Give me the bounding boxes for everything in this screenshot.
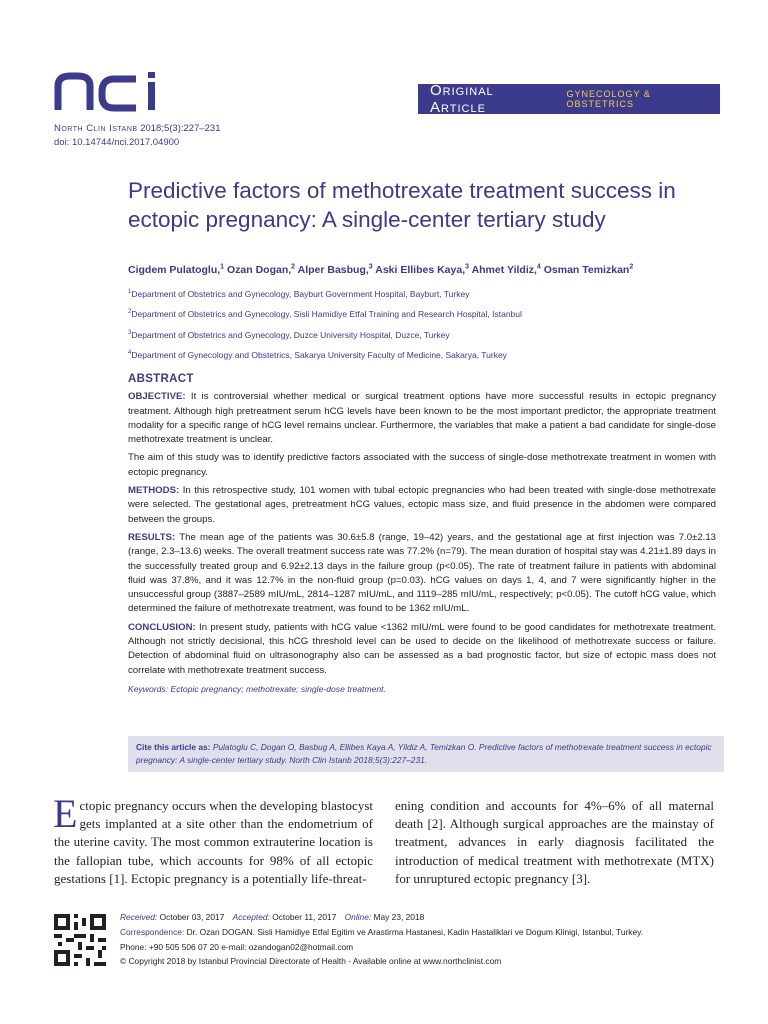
abstract-results: RESULTS: The mean age of the patients was 30.6±5.8 (range, 19–42) years, and the gestational age at first injection was 7.0±2.13 (range, 2.3–13.6) weeks. The overall treatment success rate was 77.2% (n=79). The mean duration of hospital stay was 4.21±1.89 days in the successfully treated group and 6.92±2.13 days in the failure group (p<0.05). The rate of treatment failure in patients with abdominal fluid was 37.8%, and it was 12.7% in the non-fluid group (p=0.03). hCG values on days 1, 4, and 7 were significantly higher in the unsuccessful group (3887–2589 mIU/mL, 2814–1287 mIU/mL, and 1119–285 mIU/mL, respectively; p<0.05). The cutoff hCG value, which determined the failure of methotrexate treatment, was found to be 1362 mIU/mL.: [128, 531, 716, 615]
abstract-methods: METHODS: In this retrospective study, 101 women with tubal ectopic pregnancies who had been treated with single-dose methotrexate were selected. The gestational ages, pretreatment hCG values, ectopic mass size, and fluid presence in the abdomen were compared between the groups.: [128, 485, 716, 525]
affiliation: $^3$Department of Obstetrics and Gynecology, Duzce University Hospital, Duzce, Turkey: [128, 329, 450, 340]
qr-code-icon[interactable]: [54, 914, 106, 966]
author: Alper Basbug,$^3$: [297, 263, 373, 276]
body-column-1: Ectopic pregnancy occurs when the developing blastocyst gets implanted at a site other than the endometrium of the uterine cavity. The most common extrauterine location is the fallopian tube, which accounts for 98% of all ectopic gestations [1]. Ectopic pregnancy is a potentially life-threat-: [53, 791, 373, 886]
article-footer: [120, 910, 720, 969]
doi[interactable]: doi: 10.14744/nci.2017.04900: [54, 137, 180, 148]
journal-name: North Clin Istanb: [54, 123, 138, 134]
journal-citation: 2018;5(3):227–231: [140, 123, 221, 134]
keywords: Keywords: Ectopic pregnancy; methotrexate; single-dose treatment.: [128, 683, 386, 694]
copyright: © Copyright 2018 by Istanbul Provincial Directorate of Health - Available online at www.northclinist.com: [120, 956, 502, 967]
cite-box: [128, 736, 724, 772]
contact-line: Phone: +90 505 506 07 20 e-mail: ozandogan02@hotmail.com: [120, 941, 354, 952]
author-list: [128, 263, 633, 276]
body-column-2: ening condition and accounts for 4%–6% of all maternal death [2]. Although surgical approaches are the mainstay of treatment, advances in early diagnosis facilitated the introduction of medical treatment with methotrexate (MTX) for unruptured ectopic pregnancy [3].: [395, 798, 714, 886]
abstract: [128, 372, 716, 696]
author: Osman Temizkan$^2$: [543, 263, 634, 276]
abstract-heading: ABSTRACT: [128, 373, 194, 385]
correspondence: Correspondence: Dr. Ozan DOGAN. Sisli Hamidiye Etfal Egitim ve Arastirma Hastanesi, Kadin Hastaliklari ve Dogum Klinigi, Istanbul, Turkey.: [120, 926, 644, 937]
cite-label: Cite this article as:: [136, 742, 211, 752]
nci-logo-icon: [54, 72, 164, 112]
affiliation: $^1$Department of Obstetrics and Gynecology, Bayburt Government Hospital, Bayburt, Turkey: [128, 288, 470, 299]
author: Cigdem Pulatoglu,$^1$: [128, 263, 225, 276]
body-text: [53, 791, 714, 888]
journal-info: [54, 122, 221, 150]
abstract-aim: The aim of this study was to identify predictive factors associated with the success of single-dose methotrexate treatment in women with ectopic pregnancy.: [128, 452, 716, 478]
journal-logo: [54, 72, 164, 117]
cite-text: Pulatoglu C, Dogan O, Basbug A, Ellibes Kaya A, Yildiz A, Temizkan O. Predictive factors of methotrexate treatment success in ectopic pregnancy: A single-center tertiary study. North Clin Istanb 2018;5(3):227–231.: [136, 742, 712, 765]
affiliation-list: [128, 283, 522, 364]
article-type-bar: [418, 84, 720, 114]
article-section: GYNECOLOGY & OBSTETRICS: [566, 89, 651, 109]
abstract-conclusion: CONCLUSION: In present study, patients with hCG value <1362 mIU/mL were found to be good candidates for methotrexate treatment. Although not strictly decisional, this hCG threshold level can be used to decide on the likelihood of methotrexate success or failure. Detection of abdominal fluid on ultrasonography also can be assessed as a bad prognostic factor, but size of ectopic mass does not correlate with methotrexate treatment success.: [128, 621, 716, 676]
author: Ahmet Yildiz,$^4$: [471, 263, 541, 276]
article-type: Original Article: [430, 82, 494, 116]
article-title: Predictive factors of methotrexate treatment success in ectopic pregnancy: A single-center tertiary study: [128, 178, 676, 232]
drop-cap: E: [53, 791, 78, 836]
affiliation: $^4$Department of Gynecology and Obstetrics, Sakarya University Faculty of Medicine, Sakarya, Turkey: [128, 349, 507, 360]
author: Ozan Dogan,$^2$: [227, 263, 296, 276]
author: Aski Ellibes Kaya,$^3$: [375, 263, 470, 276]
affiliation: $^2$Department of Obstetrics and Gynecology, Sisli Hamidiye Etfal Training and Research Hospital, Istanbul: [128, 309, 522, 320]
abstract-objective: OBJECTIVE: It is controversial whether medical or surgical treatment options have more successful results in ectopic pregnancy treatment. Although high pretreatment serum hCG levels have been known to be the most important predictor, the appropriate treatment modality for a specific range of hCG level remains unclear. Furthermore, the variables that make a patient a bad candidate for single-dose methotrexate treatment is unclear.: [128, 391, 716, 446]
dates-line: Received: October 03, 2017 Accepted: October 11, 2017 Online: May 23, 2018: [120, 912, 425, 922]
